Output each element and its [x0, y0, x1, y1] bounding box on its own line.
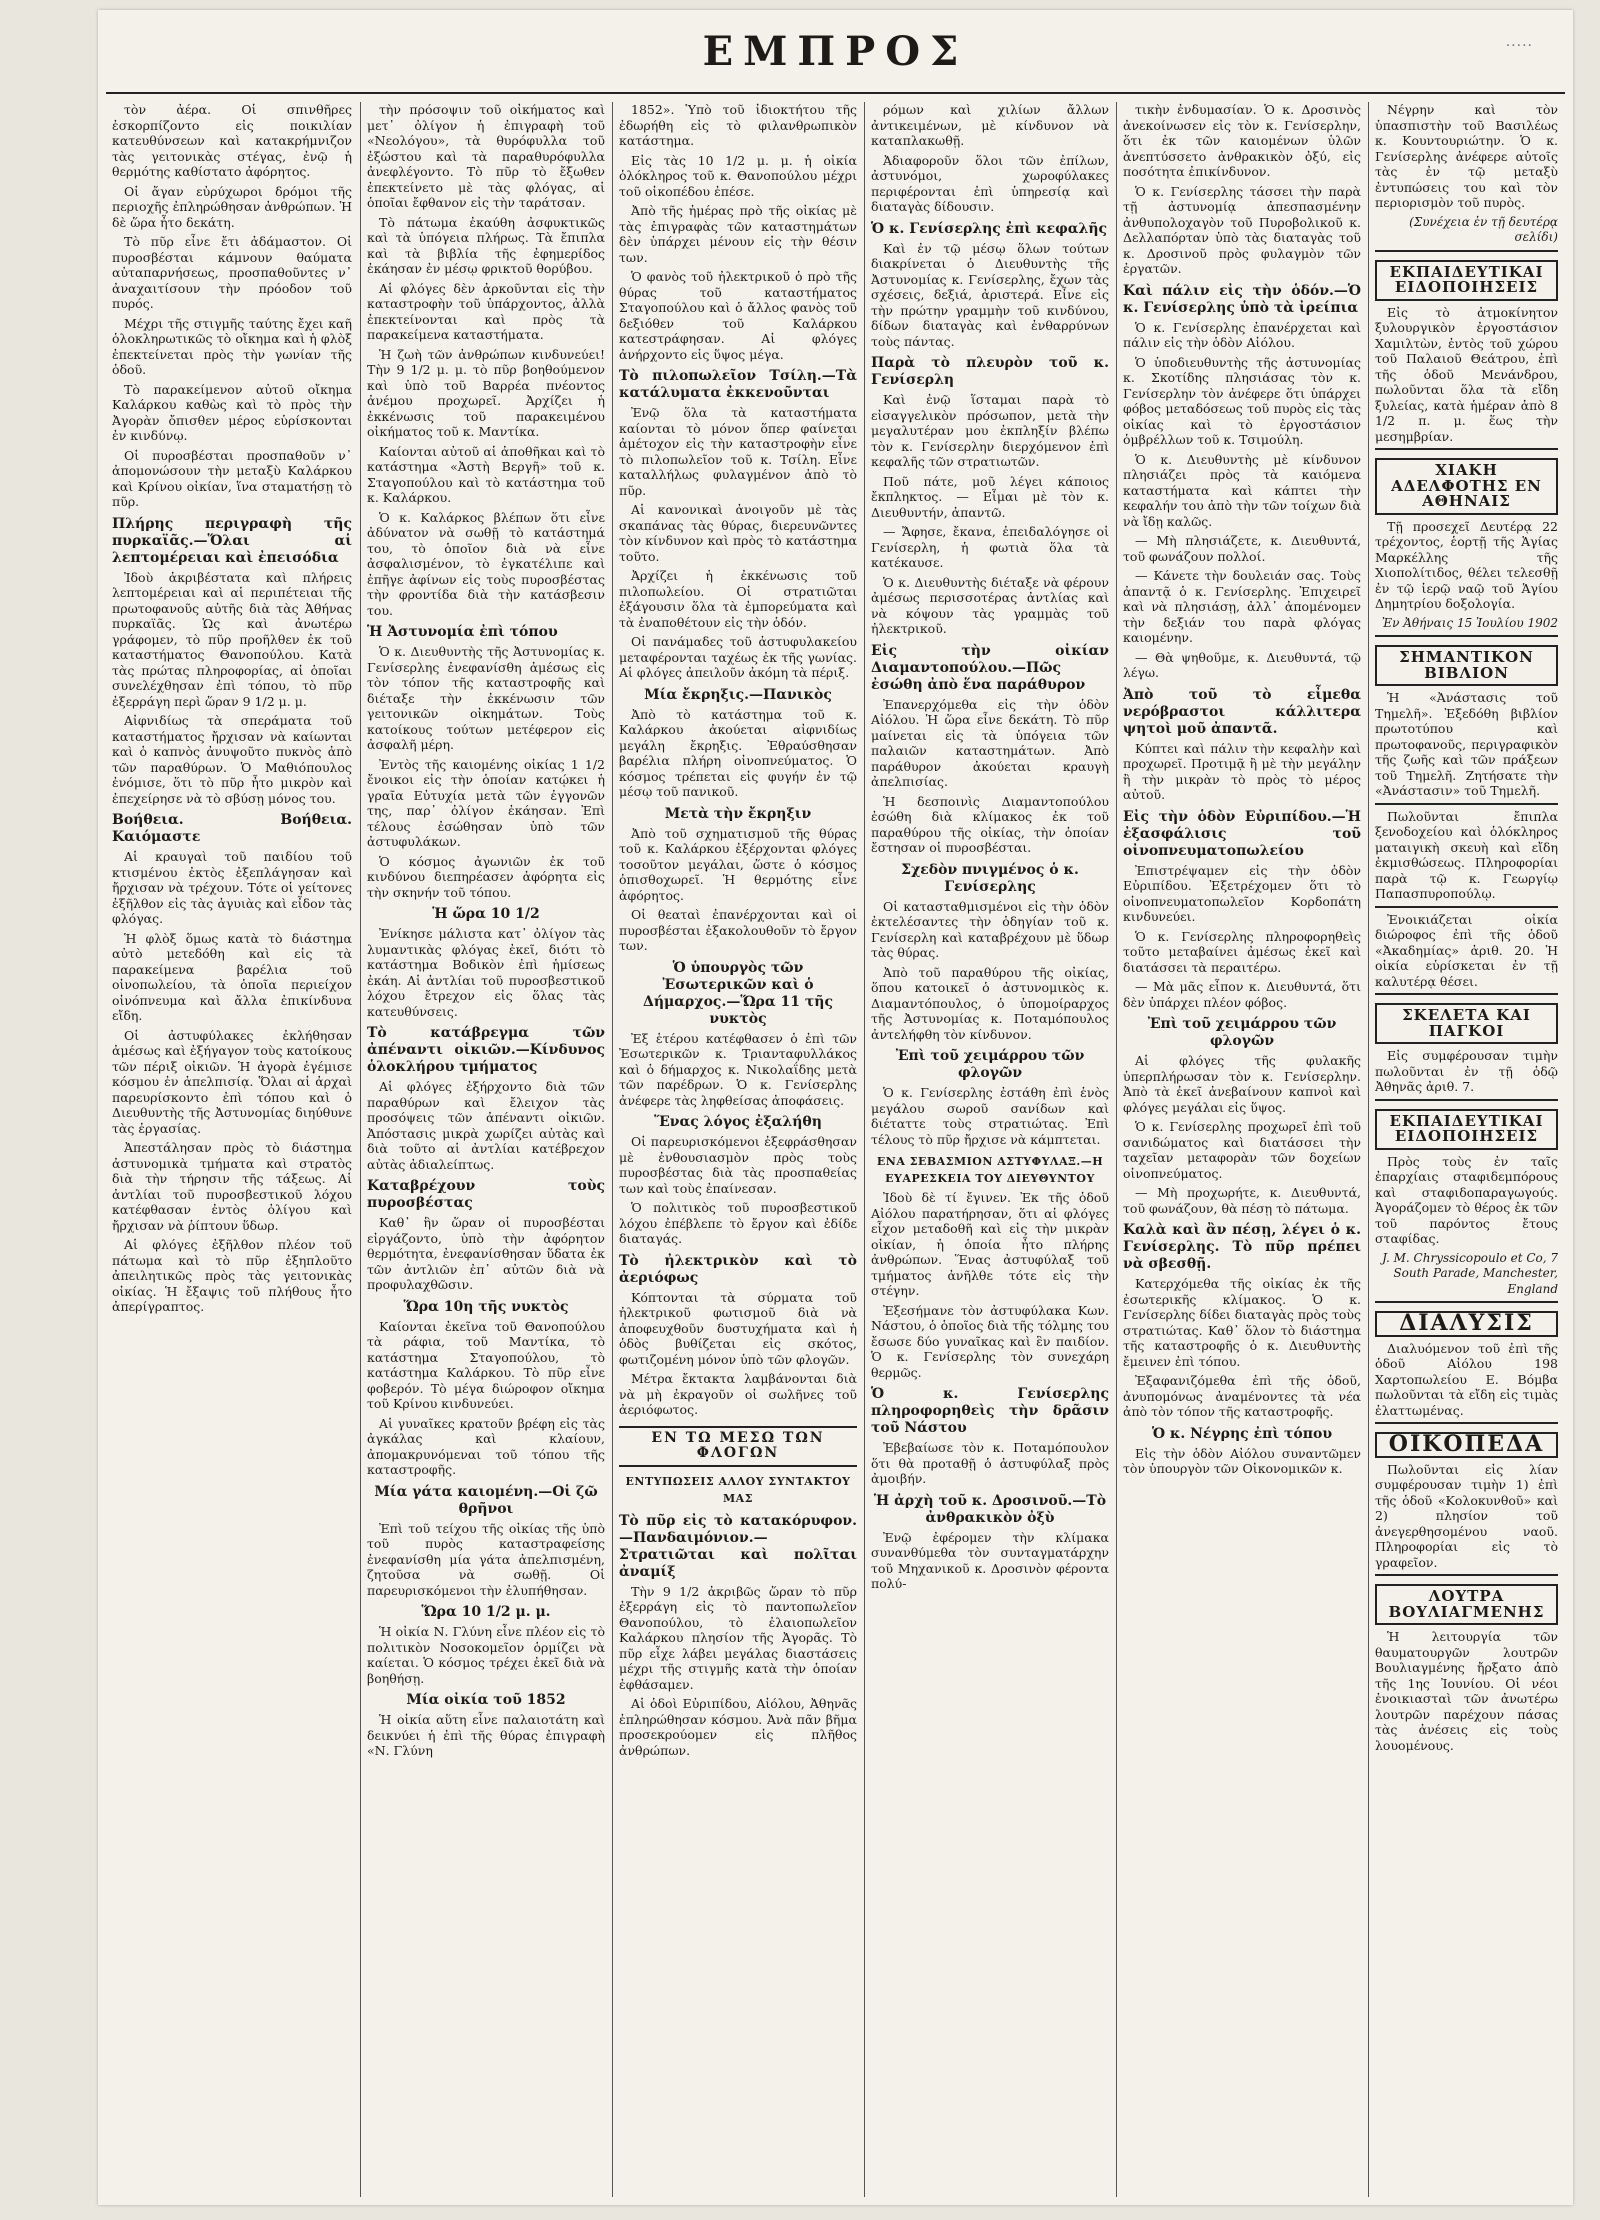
paragraph: Αἱ φλόγες τῆς φυλακῆς ὑπερπλήρωσαν τὸν κ. Γενίσερλην. Ἀπὸ τὰ ἐκεῖ ἀνεβαίνουν καπνοὶ καὶ φλόγες μεγάλαι εἰς ὕψος. [1123, 1053, 1361, 1115]
column-2 [360, 102, 611, 2197]
section-heading: Παρὰ τὸ πλευρὸν τοῦ κ. Γενίσερλη [871, 355, 1109, 388]
paragraph: Αἱ κραυγαὶ τοῦ παιδίου τοῦ κτισμένου ἐκτὸς ἐξεπλάγησαν καὶ ἤρχισαν νὰ τρέχουν. Τότε οἱ γείτονες ἐξῆλθον εἰς τὰς ἀγυιὰς καὶ εἶδον τὰς φλόγας. [112, 849, 352, 926]
section-heading: Ὥρα 10 1/2 μ. μ. [421, 1604, 551, 1620]
divider [1375, 1574, 1558, 1576]
paragraph: Οἱ κατασταθμισμένοι εἰς τὴν ὁδὸν ἐκτελέσαντες τὴν ὁδηγίαν τοῦ κ. Γενίσερλη καὶ καταβρέχουν μὲ ὕδωρ τὰς θύρας. [871, 898, 1109, 960]
notice-text: Πρὸς τοὺς ἐν ταῖς ἐπαρχίαις σταφιδεμπόρους καὶ σταφιδοπαραγωγούς. Ἀγοράζομεν τὸ θέρος ἐκ τῶν τοῦ παρόντος ἔτους σταφίδας. [1375, 1153, 1558, 1246]
paragraph: Τὸ παρακείμενον αὐτοῦ οἴκημα Καλάρκου καθὼς καὶ τὸ πρὸς τὴν Ἀγορὰν ὄπισθεν μέρος εὑρίσκονται ἐν κινδύνῳ. [112, 381, 352, 443]
paragraph: Ἀπὸ τὸ κατάστημα τοῦ κ. Καλάρκου ἀκούεται αἰφνιδίως μεγάλη ἔκρηξις. Ἐθραύσθησαν βαρέλια πλήρη οἰνοπνεύματος. Ὁ κόσμος τρέπεται εἰς φυγήν ἐν τῷ μέσῳ τοῦ πανικοῦ. [619, 706, 857, 799]
paragraph: — Ἄφησε, ἔκανα, ἐπειδαλόγησε οἱ Γενίσερλη, ἡ φωτιὰ ὅλα τὰ κατέκαυσε. [871, 524, 1109, 570]
paragraph: Κατερχόμεθα τῆς οἰκίας ἐκ τῆς ἐσωτερικῆς κλίμακος. Ὁ κ. Γενίσερλης δίδει διαταγὰς πρὸς τοὺς στρατιώτας. Καθ᾿ ὅλον τὸ διάστημα τῆς καταστροφῆς ὁ κ. Διευθυντὴς ἔμεινεν ἐπὶ τόπου. [1123, 1276, 1361, 1369]
paragraph: — Μὰ μᾶς εἶπον κ. Διευθυντά, ὅτι δὲν ὑπάρχει πλέον φόβος. [1123, 979, 1361, 1010]
paragraph: Καθ᾿ ἣν ὥραν οἱ πυροσβέσται εἰργάζοντο, ὑπὸ τὴν ἀφόρητον θερμότητα, ἐνεφανίσθησαν ὕδατα ἐκ τῶν ἀντλιῶν ἐπ᾿ αὐτῶν διὰ νὰ προφυλαχθῶσιν. [367, 1215, 605, 1292]
paragraph: Ὁ κ. Διευθυντὴς διέταξε νὰ φέρουν ἀμέσως περισσοτέρας ἀντλίας καὶ νὰ κόψουν τὰς γραμμὰς τοῦ ἠλεκτρικοῦ. [871, 574, 1109, 636]
paragraph: Ἀπὸ τοῦ παραθύρου τῆς οἰκίας, ὅπου κατοικεῖ ὁ ἀστυνομικὸς κ. Διαμαντόπουλος, ὁ ὑπομοίραρχος τῆς Ἀστυνομίας κ. Ποταμόπουλος ἀντελήφθη τὸν κίνδυνον. [871, 964, 1109, 1042]
section-heading: Ἐπὶ τοῦ χειμάρρου τῶν φλογῶν [895, 1048, 1085, 1081]
section-heading: Ὁ κ. Γενίσερλης πληροφορηθεὶς τὴν δρᾶσιν τοῦ Νάστου [871, 1386, 1109, 1436]
paragraph: Αἱ φλόγες ἐξήρχοντο διὰ τῶν παραθύρων καὶ ἔλειχον τὰς προσόψεις τῶν ἀπέναντι οἰκιῶν. Ἀπόστασις μικρὰ χωρίζει αὐτὰς καὶ διὰ τοῦτο αἱ ἀντλίαι κατέβρεχον αὐτὰς ἀδιαλείπτως. [367, 1079, 605, 1172]
section-heading: Μία γάτα καιομένη.—Οἱ ζῶ θρῆνοι [374, 1483, 598, 1517]
section-heading: Ἀπὸ τοῦ τὸ εἶμεθα νερόβραστοι κάλλιτερα ψητοὶ μοῦ ἀπαντᾶ. [1123, 686, 1361, 737]
notice-heading: ΟΙΚΟΠΕΔΑ [1375, 1432, 1558, 1458]
paragraph: Ἐπανερχόμεθα εἰς τὴν ὁδὸν Αἰόλου. Ἡ ὥρα εἶνε δεκάτη. Τὸ πῦρ μαίνεται εἰς τὰ ὑπόγεια τῶν παλαιῶν καταστημάτων. Ἀπὸ παράθυρον ἀκούεται κραυγὴ ἀπελπισίας. [871, 696, 1109, 789]
paragraph: ρόμων καὶ χιλίων ἄλλων ἀντικειμένων, μὲ κίνδυνον νὰ καταπλακωθῇ. [871, 102, 1109, 148]
notice-heading: ΧΙΑΚΗ ΑΔΕΛΦΟΤΗΣ ΕΝ ΑΘΗΝΑΙΣ [1375, 458, 1558, 515]
columns [106, 102, 1565, 2197]
paragraph: Ὁ κ. Γενίσερλης ἐπανέρχεται καὶ πάλιν εἰς τὴν ὁδὸν Αἰόλου. [1123, 319, 1361, 350]
paragraph: Ὁ κ. Γενίσερλης πληροφορηθεὶς τοῦτο μεταβαίνει ἀμέσως ἐκεῖ καὶ διατάσσει τὰ περαιτέρω. [1123, 928, 1361, 975]
paragraph: Ἐπὶ τοῦ τείχου τῆς οἰκίας τῆς ὑπὸ τοῦ πυρὸς καταστραφείσης ἐνεφανίσθη μία γάτα ἀπελπισμένη, ζητοῦσα νὰ σωθῇ. Οἱ παρευρισκόμενοι τὴν ἐλυπήθησαν. [367, 1520, 605, 1598]
section-heading: Ἡ Ἀστυνομία ἐπὶ τόπου [367, 624, 558, 640]
section-heading: Εἰς τὴν ὁδὸν Εὐριπίδου.—Ἡ ἐξασφάλισις τοῦ οἰνοπνευματοπωλείου [1123, 808, 1361, 859]
notice-text: Εἰς συμφέρουσαν τιμὴν πωλοῦνται ἐν τῇ ὁδῷ Ἀθηνᾶς ἀριθ. 7. [1375, 1048, 1558, 1094]
paragraph: — Κάνετε τὴν δουλειάν σας. Τοὺς ἀπαντᾷ ὁ κ. Γενίσερλης. Ἐπιχειρεῖ καὶ νὰ πλησιάσῃ, ἀλλ᾿ ἀπομένομεν τὴν δεξιάν του παρὰ φλόγας καιομένην. [1123, 568, 1361, 645]
paragraph: Καὶ ἐν τῷ μέσῳ ὅλων τούτων διακρίνεται ὁ Διευθυντὴς τῆς Ἀστυνομίας κ. Γενίσερλης, ἔχων τὰς σχέσεις, δεξιά, ἀριστερά. Εἶνε εἰς τὴν πρώτην γραμμὴν τοῦ κινδύνου, δίδων διαταγὰς καὶ ἐνθαρρύνων τοὺς πάντας. [871, 240, 1109, 349]
section-heading: Τὸ πῦρ εἰς τὸ κατακόρυφον.—Πανδαιμόνιον.—Στρατιῶται καὶ πολῖται ἀναμίξ [619, 1512, 857, 1580]
paragraph: Αἱ κανονικαὶ ἀνοιγοῦν μὲ τὰς σκαπάνας τὰς θύρας, διερευνῶντες τὸν κίνδυνον καὶ πρὸς τὸ κατάστημα τοῦτο. [619, 502, 857, 564]
paragraph: Κύπτει καὶ πάλιν τὴν κεφαλὴν καὶ προχωρεῖ. Προτιμᾷ ἢ μὲ τὴν μεγάλην ἢ τὴν μικρὰν τὸ πρὸς τὸ μέρος αὐτοῦ. [1123, 740, 1361, 802]
masthead [98, 10, 1573, 100]
divider [1375, 803, 1558, 805]
section-heading: Τὸ ἠλεκτρικὸν καὶ τὸ ἀεριόφως [619, 1252, 857, 1286]
column-3 [612, 102, 863, 2197]
paragraph: Καίονται αὐτοῦ αἱ ἀποθῆκαι καὶ τὸ κατάστημα «Ἀστὴ Βεργῆ» τοῦ κ. Σταγοπούλου καὶ τὸ κατάστημα τοῦ κ. Καλάρκου. [367, 443, 605, 505]
paragraph: Ὁ ὑποδιευθυντὴς τῆς ἀστυνομίας κ. Σκοτίδης πλησιάσας τὸν κ. Γενίσερλην τὸν ἀνέφερε ὅτι ὑπάρχει φόβος μεταδόσεως τοῦ πυρὸς εἰς τὰς οἰκίας καὶ τὸ ἐργοστάσιον ὁμβρέλλων τοῦ κ. Τσιμούλη. [1123, 354, 1361, 447]
paragraph: Οἱ πανάμαδες τοῦ ἀστυφυλακείου μεταφέρονται ταχέως ἐκ τῆς γωνίας. Αἱ φλόγες ἀπειλοῦν ἀκόμη τὰ πέριξ. [619, 634, 857, 680]
paragraph: Ποῦ πάτε, μοῦ λέγει κάποιος ἔκπληκτος. — Εἶμαι μὲ τὸν κ. Διευθυντήν, ἀπαντῶ. [871, 473, 1109, 520]
paragraph: — Θὰ ψηθοῦμε, κ. Διευθυντά, τῷ λέγω. [1123, 649, 1361, 680]
paragraph: Ἰδοὺ ἀκριβέστατα καὶ πλήρεις λεπτομέρειαι καὶ αἱ περιπέτειαι τῆς πρωτοφανοῦς αὐτῆς διὰ τὰς Ἀθήνας πυρκαϊᾶς. Ὡς καὶ ἀνωτέρω γράφομεν, τὸ πῦρ προῆλθεν ἐκ τοῦ καταστήματος Θανοπούλου. Κατὰ τὰς πρώτας πληροφορίας, αἱ ὁποῖαι συνελέχθησαν ἐπὶ τόπου, τὸ πῦρ ἐξερράγη περὶ ὥραν 9 1/2 μ. μ. [112, 569, 352, 709]
column-4 [864, 102, 1115, 2197]
paragraph: Ἐξαφανιζόμεθα ἐπὶ τῆς ὁδοῦ, ἀνυπομόνως ἀναμένοντες τὰ νέα ἀπὸ τὸν τόπον τῆς καταστροφῆς. [1123, 1373, 1361, 1419]
paragraph: Οἱ θεαταὶ ἐπανέρχονται καὶ οἱ πυροσβέσται ἐξακολουθοῦν τὸ ἔργον των. [619, 907, 857, 953]
divider [1375, 1422, 1558, 1424]
paragraph: Ἐπιστρέψαμεν εἰς τὴν ὁδὸν Εὐριπίδου. Ἐξετρέχομεν ὅτι τὸ οἰνοπνευματοπωλεῖον Κορδοπάτη κινδυνεύει. [1123, 862, 1361, 924]
section-heading: Καλὰ καὶ ἂν πέσῃ, λέγει ὁ κ. Γενίσερλης. Τὸ πῦρ πρέπει νὰ σβεσθῇ. [1123, 1222, 1361, 1272]
section-heading: Ὥρα 10η τῆς νυκτὸς [403, 1298, 569, 1315]
section-heading: Σχεδὸν πνιγμένος ὁ κ. Γενίσερλης [901, 861, 1079, 895]
paragraph: Ἡ οἰκία Ν. Γλύνη εἶνε πλέον εἰς τὸ πολιτικὸν Νοσοκομεῖον ὁρμίζει νὰ καίεται. Ὁ κόσμος τρέχει ἐκεῖ διὰ νὰ βοηθήσῃ. [367, 1624, 605, 1686]
section-heading: ΕΝΑ ΣΕΒΑΣΜΙΟΝ ΑΣΤΥΦΥΛΑΞ.—Η ΕΥΑΡΕΣΚΕΙΑ ΤΟΥ ΔΙΕΥΘΥΝΤΟΥ [876, 1155, 1104, 1185]
section-heading: Καὶ πάλιν εἰς τὴν ὁδόν.—Ὁ κ. Γενίσερλης ὑπὸ τὰ ἰρείπια [1123, 282, 1361, 316]
paragraph: 1852». Ὑπὸ τοῦ ἰδιοκτήτου τῆς ἐδωρήθη εἰς τὸ φιλανθρωπικὸν κατάστημα. [619, 102, 857, 148]
paragraph: Ὁ κ. Γενίσερλης τάσσει τὴν παρὰ τῇ ἀστυνομίᾳ ἀπεσπασμένην ἀνθυπολοχαγὸν τοῦ Πυροβολικοῦ κ. Δελλαπόρταν ὑπὸ τὰς διαταγὰς τοῦ κ. Δροσινοῦ πρὸς φυλαγμὸν τῶν ἐργατῶν. [1123, 183, 1361, 276]
paragraph: Ἀπεστάλησαν πρὸς τὸ διάστημα ἀστυνομικὰ τμήματα καὶ στρατὸς διὰ τὴν τήρησιν τῆς τάξεως. Αἱ ἀντλίαι τοῦ πυροσβεστικοῦ λόχου κατέφθασαν ἐντὸς ὀλίγου καὶ ἤρχισαν νὰ ῥίπτουν ὕδωρ. [112, 1140, 352, 1233]
paragraph: Ἐντὸς τῆς καιομένης οἰκίας 1 1/2 ἔνοικοι εἰς τὴν ὁποίαν κατῴκει ἡ γραῖα Εὐτυχία μετὰ τῶν ἐγγονῶν της, παρ᾿ ὀλίγον ἐκάησαν. Ἐπὶ τέλους ἐσώθησαν ὑπὸ τῶν ἀστυφυλάκων. [367, 756, 605, 849]
paragraph: — Μὴ πλησιάζετε, κ. Διευθυντά, τοῦ φωνάζουν πολλοί. [1123, 533, 1361, 564]
paragraph: Νέγρην καὶ τὸν ὑπασπιστὴν τοῦ Βασιλέως κ. Κουντουριώτην. Ὁ κ. Γενίσερλης ἀνέφερε αὐτοῖς τὰς ἐν τῷ μεταξὺ ἐντυπώσεις του καὶ τὸν περιορισμὸν τοῦ πυρὸς. [1375, 102, 1558, 210]
paragraph: Ἐξεσήμανε τὸν ἀστυφύλακα Κων. Νάστου, ὁ ὁποῖος διὰ τῆς τόλμης του ἔσωσε δύο γυναῖκας καὶ ἓν παιδίον. Ὁ κ. Γενίσερλης τὸν συνεχάρη θερμῶς. [871, 1302, 1109, 1380]
notice-text: Πωλοῦνται εἰς λίαν συμφέρουσαν τιμὴν 1) ἐπὶ τῆς ὁδοῦ «Κολοκυνθοῦ» καὶ 2) πλησίον τοῦ ἀνεγερθησομένου ναοῦ. Πληροφορίαι εἰς τὸ γραφεῖον. [1375, 1461, 1558, 1570]
notice-text: Τῇ προσεχεῖ Δευτέρᾳ 22 τρέχοντος, ἑορτῇ τῆς Ἁγίας Μαρκέλλης τῆς Χιοπολίτιδος, θέλει τελεσθῇ ἐν τῷ ἱερῷ ναῷ τοῦ Ἁγίου Δημητρίου δοξολογία. [1375, 518, 1558, 611]
paragraph: Αἱ ὁδοὶ Εὐριπίδου, Αἰόλου, Ἀθηνᾶς ἐπληρώθησαν κόσμου. Ἀνὰ πᾶν βῆμα προσεκρούομεν εἰς πλῆθος ἀνθρώπων. [619, 1696, 857, 1758]
section-heading: Μετὰ τὴν ἔκρηξιν [664, 805, 812, 822]
paragraph: Ἀπὸ τῆς ἡμέρας πρὸ τῆς οἰκίας μὲ τὰς ἐπιγραφὰς τῶν καταστημάτων δὲν ὑπάρχει μένουν εἰς τὴν θέσιν των. [619, 203, 857, 265]
paragraph: Οἱ πυροσβέσται προσπαθοῦν ν᾿ ἀπομονώσουν τὴν μεταξὺ Καλάρκου καὶ Κρίνου οἰκίαν, ἵνα σταματήσῃ τὸ πῦρ. [112, 447, 352, 509]
section-heading: Ἡ ὥρα 10 1/2 [432, 906, 540, 922]
paragraph: Ὁ κόσμος ἀγωνιῶν ἐκ τοῦ κινδύνου διεπηρέασεν ἀφόρητα εἰς τὴν σκηνήν τοῦ τόπου. [367, 853, 605, 900]
column-6-notices [1368, 102, 1564, 2197]
section-banner: ΕΝ ΤΩ ΜΕΣΩ ΤΩΝ ΦΛΟΓΩΝ [619, 1426, 857, 1467]
paragraph: Ἐνῷ ἐφέρομεν τὴν κλίμακα συνανθύμεθα τὸν συνταγματάρχην τοῦ Μηχανικοῦ κ. Δροσινὸν φέροντα πολύ- [871, 1529, 1109, 1591]
notice-heading: ΣΚΕΛΕΤΑ ΚΑΙ ΠΑΓΚΟΙ [1375, 1003, 1558, 1044]
notice-heading: ΣΗΜΑΝΤΙΚΟΝ ΒΙΒΛΙΟΝ [1375, 645, 1558, 686]
paragraph: Αἱ φλόγες ἐξῆλθον πλέον τοῦ πάτωμα καὶ τὸ πῦρ ἐξηπλοῦτο ἀπειλητικῶς πρὸς τὰς γειτονικὰς οἰκίας. Ἡ ἔξαψις τοῦ πλήθους ἦτο ἀπερίγραπτος. [112, 1237, 352, 1314]
section-heading: Ἕνας λόγος ἐξαλήθη [654, 1114, 822, 1130]
section-heading: Μία ἔκρηξις.—Πανικὸς [644, 686, 832, 703]
divider [1375, 906, 1558, 908]
paragraph: Ἀδιαφοροῦν ὅλοι τῶν ἐπίλων, ἀστυνόμοι, χωροφύλακες περιφέρονται ἐπὶ ὑπηρεσίᾳ καὶ διαταγὰς δίδουσιν. [871, 152, 1109, 214]
section-subheading: ΕΝΤΥΠΩΣΕΙΣ ΑΛΛΟΥ ΣΥΝΤΑΚΤΟΥ ΜΑΣ [625, 1474, 851, 1505]
paragraph: Ὁ κ. Διευθυντὴς μὲ κίνδυνον πλησιάζει πρὸς τὰ καιόμενα καταστήματα καὶ κάπτει τὴν κεφαλήν του ἀπὸ τὴν τῶν τοίχων διὰ νὰ ἴδῃ καλῶς. [1123, 451, 1361, 529]
notice-text: Διαλυόμενον τοῦ ἐπὶ τῆς ὁδοῦ Αἰόλου 198 Χαρτοπωλείου Ε. Βόμβα πωλοῦνται τὰ εἴδη εἰς τιμὰς ἐλαττωμένας. [1375, 1340, 1558, 1418]
notice-date: Ἐν Ἀθήναις 15 Ἰουλίου 1902 [1381, 615, 1558, 630]
divider [1375, 1099, 1558, 1101]
paragraph: Τὴν 9 1/2 ἀκριβῶς ὥραν τὸ πῦρ ἐξερράγη εἰς τὸ παντοπωλεῖον Θανοπούλου, τὸ ἐλαιοπωλεῖον Καλάρκου πλησίον τῆς Ἀγορᾶς. Τὸ πῦρ εἶχε λάβει μεγάλας διαστάσεις μέχρι τῆς στιγμῆς κατὰ τὴν ὁποίαν ἐφθάσαμεν. [619, 1583, 857, 1692]
paragraph: τὸν ἀέρα. Οἱ σπινθῆρες ἐσκορπίζοντο εἰς ποικιλίαν κατευθύνσεων καὶ κατακρήμνιζον τὰς γειτονικὰς στέγας, ἐνῷ ἡ θερμότης καθίστατο ἀφόρητος. [112, 102, 352, 179]
paragraph: Ἀρχίζει ἡ ἐκκένωσις τοῦ πιλοπωλείου. Οἱ στρατιῶται ἐξάγουσιν ὅλα τὰ ἐμπορεύματα καὶ τὰ ἐναποθέτουν εἰς τὴν ὁδόν. [619, 568, 857, 630]
column-5 [1116, 102, 1367, 2197]
column-1 [106, 102, 358, 2197]
divider [1375, 250, 1558, 252]
section-heading: Τὸ κατάβρεγμα τῶν ἀπέναντι οἰκιῶν.—Κίνδυνος ὁλοκλήρου τμήματος [367, 1025, 605, 1075]
section-heading: Πλήρης περιγραφὴ τῆς πυρκαϊᾶς.—Ὅλαι αἱ λεπτομέρειαι καὶ ἐπεισόδια [112, 515, 352, 566]
corner-scribble: ····· [1505, 38, 1533, 54]
divider [1375, 993, 1558, 995]
paragraph: Ἰδοὺ δὲ τί ἔγινεν. Ἐκ τῆς ὁδοῦ Αἰόλου παρατήρησαν, ὅτι αἱ φλόγες εἶχον μεταδοθῆ καὶ εἰς τὴν μικρὰν οἰκίαν, ἡ ὁποία ἦτο πλήρης ἀνθρώπων. Ἕνας ἀστυφύλαξ τοῦ τμήματος ἀνῆλθε τότε εἰς τὴν στέγην. [871, 1190, 1109, 1298]
section-heading: Μία οἰκία τοῦ 1852 [406, 1692, 566, 1708]
divider [1375, 635, 1558, 637]
paragraph: Ἐξ ἑτέρου κατέφθασεν ὁ ἐπὶ τῶν Ἐσωτερικῶν κ. Τριανταφυλλάκος καὶ ὁ δήμαρχος κ. Νικολαΐδης μετὰ τῶν παρέδρων. Ὁ κ. Γενίσερλης ἀνέφερε τὰς ληφθείσας ἀποφάσεις. [619, 1030, 857, 1108]
paragraph: Ἡ φλὸξ ὅμως κατὰ τὸ διάστημα αὐτὸ μετεδόθη καὶ εἰς τὰ παρακείμενα βαρέλια τοῦ οἰνοπωλείου, τὰ ὁποῖα περιείχον οἰνόπνευμα καὶ ἄλλα ἐπικίνδυνα εἴδη. [112, 930, 352, 1023]
notice-text: Εἰς τὸ ἀτμοκίνητον ξυλουργικὸν ἐργοστάσιον Χαμιλτὼν, ἐντὸς τοῦ χώρου τοῦ Παλαιοῦ Θεάτρου, ἐπὶ τῆς ὁδοῦ Μενάνδρου, πωλοῦνται ὅλα τὰ εἴδη ξυλείας, κατὰ ἡμέραν ἀπὸ 8 1/2 π. μ. ἕως τὴν μεσημβρίαν. [1375, 304, 1558, 444]
paragraph: Ἡ δεσποινὶς Διαμαντοπούλου ἐσώθη διὰ κλίμακος ἐκ τοῦ παραθύρου τῆς οἰκίας, τὴν ὁποίαν ἔστησαν οἱ πυροσβέσται. [871, 793, 1109, 855]
paragraph: Ἐβεβαίωσε τὸν κ. Ποταμόπουλον ὅτι θὰ προταθῇ ὁ ἀστυφύλαξ πρὸς ἀμοιβήν. [871, 1440, 1109, 1486]
paragraph: Ὁ πολιτικὸς τοῦ πυροσβεστικοῦ λόχου ἐπέβλεπε τὸ ἔργον καὶ ἐδίδε διαταγάς. [619, 1200, 857, 1246]
section-heading: Ὁ κ. Γενίσερλης ἐπὶ κεφαλῆς [871, 220, 1108, 237]
notice-address: J. M. Chryssicopoulo et Co, 7 South Parade, Manchester, England [1382, 1250, 1558, 1296]
paragraph: Ἡ ζωὴ τῶν ἀνθρώπων κινδυνεύει! Τὴν 9 1/2 μ. μ. τὸ πῦρ βοηθούμενον καὶ ὑπὸ τοῦ Βαρρέα πνέοντος ἀνέμου προχωρεῖ. Ἀρχίζει ἡ ἐκκένωσις τοῦ παρακειμένου οἰκήματος τοῦ κ. Μαντίκα. [367, 346, 605, 439]
notice-text: Ἐνοικιάζεται οἰκία διώροφος ἐπὶ τῆς ὁδοῦ «Ἀκαδημίας» ἀριθ. 20. Ἡ οἰκία εὑρίσκεται ἐν τῇ καλυτέρᾳ θέσει. [1375, 911, 1558, 989]
paragraph: Τὸ πάτωμα ἐκαύθη ἀσφυκτικῶς καὶ τὰ ὑπόγεια πλήρως. Τὰ ἔπιπλα καὶ τὰ βιβλία τῆς ἐφημερίδος ἐκάησαν ἐν μέσῳ φρικτοῦ θορύβου. [367, 214, 605, 276]
paragraph: Ὁ κ. Γενίσερλης προχωρεῖ ἐπὶ τοῦ σανιδώματος καὶ διατάσσει τὴν ταχεῖαν μεταφορὰν τῶν δοχείων οἰνοπνεύματος. [1123, 1119, 1361, 1181]
paragraph: Οἱ ἄγαν εὐρύχωροι δρόμοι τῆς περιοχῆς ἐπληρώθησαν ἀνθρώπων. Ἡ δὲ ὥρα ἦτο δεκάτη. [112, 183, 352, 230]
newspaper-title: ΕΜΠΡΟΣ [702, 28, 969, 75]
paragraph: Ὁ κ. Γενίσερλης ἐστάθη ἐπὶ ἑνὸς μεγάλου σωροῦ σανίδων καὶ διέταττε τοὺς στρατιώτας. Ἐπὶ τέλους τὸ πῦρ ἤρχισε νὰ κάμπτεται. [871, 1085, 1109, 1147]
notice-heading: ΔΙΑΛΥΣΙΣ [1375, 1311, 1558, 1337]
paragraph: Καὶ ἐνῷ ἵσταμαι παρὰ τὸ εἰσαγγελικὸν πρόσωπον, μετὰ τὴν μεγαλυτέραν μου ἐκπληξίν βλέπω τὸν κ. Γενίσερλην διερχόμενον ἐπὶ κεφαλῆς τῶν στρατιωτῶν. [871, 392, 1109, 469]
section-heading: Ἐπὶ τοῦ χειμάρρου τῶν φλογῶν [1147, 1016, 1337, 1049]
paragraph: — Μὴ προχωρήτε, κ. Διευθυντά, τοῦ φωνάζουν, θὰ πέσῃ τὸ πάτωμα. [1123, 1185, 1361, 1216]
notice-text: Ἡ λειτουργία τῶν θαυματουργῶν λουτρῶν Βουλιαγμένης ἤρξατο ἀπὸ τῆς 1ης Ἰουνίου. Οἱ νέοι ἐνοικιασταὶ τῶν ἀνωτέρω λουτρῶν παρέχουν πάσας τὰς ἀνέσεις εἰς τοὺς λουομένους. [1375, 1629, 1558, 1753]
section-heading: Ὁ κ. Νέγρης ἐπὶ τόπου [1151, 1425, 1333, 1442]
section-heading: Εἰς τὴν οἰκίαν Διαμαντοπούλου.—Πῶς ἐσώθη ἀπὸ ἕνα παράθυρον [871, 642, 1109, 693]
paragraph: Εἰς τὴν ὁδὸν Αἰόλου συναντῶμεν τὸν ὑπουργὸν τῶν Οἰκονομικῶν κ. [1123, 1445, 1361, 1476]
paragraph: Ἐνῷ ὅλα τὰ καταστήματα καίονται τὸ μόνον ὅπερ φαίνεται ἀμέτοχον εἰς τὴν καταστροφὴν εἶνε τὸ πιλοπωλεῖον τοῦ κ. Τσίλη. Εἶνε καταλλήλως φυλαγμένον ἀπὸ τὸ πῦρ. [619, 405, 857, 498]
notice-heading: ΕΚΠΑΙΔΕΥΤΙΚΑΙ ΕΙΔΟΠΟΙΗΣΕΙΣ [1375, 1109, 1558, 1150]
paragraph: τὴν πρόσοψιν τοῦ οἰκήματος καὶ μετ᾿ ὀλίγον ἡ ἐπιγραφὴ τοῦ «Νεολόγου», τὰ θυρόφυλλα τοῦ ἐξώστου καὶ τὰ παραθυρόφυλλα ἀνεφλέγοντο. Τὸ πῦρ τὸ ἔξωθεν ἐπεκτείνετο μὲ τὰς φλόγας, αἱ ὁποῖαι ἔφθανον εἰς τὴν ταράτσαν. [367, 102, 605, 210]
paragraph: Ὁ κ. Διευθυντὴς τῆς Ἀστυνομίας κ. Γενίσερλης ἐνεφανίσθη ἀμέσως εἰς τὸν τόπον τῆς καταστροφῆς καὶ διέταξε τὴν ἐκκένωσιν τῶν γειτονικῶν οἰκημάτων. Τοὺς κατοίκους τούτων μετέφερον εἰς ἀσφαλῆ μέρη. [367, 644, 605, 752]
section-heading: Ὁ ὑπουργὸς τῶν Ἐσωτερικῶν καὶ ὁ Δήμαρχος.—Ὥρα 11 τῆς νυκτὸς [643, 959, 833, 1027]
section-heading: Καταβρέχουν τοὺς πυροσβέστας [367, 1178, 605, 1211]
paragraph: Αἱ φλόγες δὲν ἀρκοῦνται εἰς τὴν καταστροφὴν τοῦ ὑπάρχοντος, ἀλλὰ ἐπεκτείνονται καὶ πρὸς τὰ παρακείμενα καταστήματα. [367, 280, 605, 342]
paragraph: Ὁ φανὸς τοῦ ἠλεκτρικοῦ ὁ πρὸ τῆς θύρας τοῦ καταστήματος Σταγοπούλου καὶ ὁ ἄλλος φανὸς τοῦ δεξιόθεν τοῦ Καλάρκου κατεστράφησαν. Αἱ φλόγες ἀνήρχοντο εἰς ὕψος μέγα. [619, 269, 857, 362]
divider [1375, 1301, 1558, 1303]
paragraph: Ὁ κ. Καλάρκος βλέπων ὅτι εἶνε ἀδύνατον νὰ σωθῇ τὸ κατάστημά του, τὸ ὁποῖον διὰ νὰ εἶνε ἀσφαλισμένον, τὸ ἐγκατέλιπε καὶ ἐπῆγε ἀφίνων εἰς τοὺς πυροσβέστας τὴν φροντίδα διὰ τὴν κατάσβεσιν του. [367, 509, 605, 618]
paragraph: Καίονται ἐκεῖνα τοῦ Θανοπούλου τὰ ράφια, τοῦ Μαντίκα, τὸ κατάστημα Σταγοπούλου, τὸ κατάστημα Καλάρκου. Τὸ πῦρ εἶνε φοβερόν. Τὸ μέγα διώροφον οἴκημα τοῦ Κρίνου κινδυνεύει. [367, 1318, 605, 1411]
paragraph: Οἱ παρευρισκόμενοι ἐξεφράσθησαν μὲ ἐνθουσιασμὸν πρὸς τοὺς πυροσβέστας διὰ τὰς προσπαθείας των καὶ τοὺς ἐπαίνεσαν. [619, 1134, 857, 1196]
paragraph: Τὸ πῦρ εἶνε ἔτι ἀδάμαστον. Οἱ πυροσβέσται κάμνουν θαύματα αὐταπαρνήσεως, προσπαθοῦντες ν᾿ ἀναχαιτίσουν τὴν πρόοδον τοῦ πυρός. [112, 234, 352, 311]
paragraph: Ἀπὸ τοῦ σχηματισμοῦ τῆς θύρας τοῦ κ. Καλάρκου ἐξέρχονται φλόγες τοσοῦτον μεγάλαι, ὥστε ὁ κόσμος ὀπισθοχωρεῖ. Ἡ θερμότης εἶνε ἀφόρητος. [619, 825, 857, 903]
section-heading: Τὸ πιλοπωλεῖον Τσίλη.—Τὰ κατάλυματα ἐκκενοῦνται [619, 368, 857, 401]
paragraph: τικὴν ἐνδυμασίαν. Ὁ κ. Δροσινὸς ἀνεκοίνωσεν εἰς τὸν κ. Γενίσερλην, ὅτι ἐκ τῶν καιομένων ὑλῶν ἀνεπτύσσετο ἀνθρακικὸν ὀξύ, εἰς ποσότητα ἐπικίνδυνον. [1123, 102, 1361, 179]
section-heading: Ἡ ἀρχὴ τοῦ κ. Δροσινοῦ.—Τὸ ἀνθρακικὸν ὀξὺ [873, 1492, 1107, 1526]
paragraph: Κόπτονται τὰ σύρματα τοῦ ἠλεκτρικοῦ φωτισμοῦ διὰ νὰ ἀποφευχθοῦν δυστυχήματα καὶ ἡ ὁδὸς βυθίζεται εἰς σκότος, φωτιζομένη μόνον ὑπὸ τῶν φλογῶν. [619, 1289, 857, 1367]
divider [1375, 448, 1558, 450]
paragraph: Οἱ ἀστυφύλακες ἐκλήθησαν ἀμέσως καὶ ἐξήγαγον τοὺς κατοίκους τῶν πέριξ οἰκιῶν. Ἡ ἀγορὰ ἐγέμισε κόσμου ἐν ἀπελπισίᾳ. Ὅλαι αἱ ἀρχαὶ παρευρίσκοντο ἐπὶ τόπου καὶ ὁ Διευθυντὴς τῆς Ἀστυνομίας διηύθυνε τὰς ἐργασίας. [112, 1027, 352, 1136]
section-heading: Βοήθεια. Βοήθεια. Καιόμαστε [112, 812, 352, 845]
paragraph: Μέτρα ἔκτακτα λαμβάνονται διὰ νὰ μὴ ἐκραγοῦν οἱ σωλῆνες τοῦ ἀεριόφωτος. [619, 1371, 857, 1417]
paragraph: Ἡ οἰκία αὕτη εἶνε παλαιοτάτη καὶ δεικνύει ἡ ἐπὶ τῆς θύρας ἐπιγραφὴ «Ν. Γλύνη [367, 1712, 605, 1758]
notice-text: Πωλοῦνται ἔπιπλα ξενοδοχείου καὶ ὁλόκληρος ματαιγικὴ σκευὴ καὶ εἴδη ἐκμισθώσεως. Πληροφορίαι παρὰ τῷ κ. Γεωργίῳ Παπασπυροπούλῳ. [1375, 808, 1558, 901]
paragraph: Μέχρι τῆς στιγμῆς ταύτης ἔχει καῆ ὁλοκληρωτικῶς τὸ οἴκημα καὶ ἡ φλὸξ ἐπεκτείνεται πρὸς τὴν γωνίαν τῆς ὁδοῦ. [112, 315, 352, 377]
continuation-note: (Συνέχεια ἐν τῇ δευτέρᾳ σελίδι) [1409, 214, 1558, 244]
paragraph: Ἐνίκησε μάλιστα κατ᾿ ὀλίγον τὰς λυμαντικὰς φλόγας ἐκεῖ, διότι τὸ κατάστημα Βοδικὸν ἐπὶ ἡμίσεως ἐκάη. Αἱ ἀντλίαι τοῦ πυροσβεστικοῦ λόχου ἔτρεχον εἰς ὅλας τὰς κατευθύνσεις. [367, 926, 605, 1019]
notice-heading: ΛΟΥΤΡΑ ΒΟΥΛΙΑΓΜΕΝΗΣ [1375, 1584, 1558, 1625]
notice-text: Ἡ «Ἀνάστασις τοῦ Τημελῆ». Ἐξεδόθη βιβλίον πρωτοτύπου καὶ πρωτοφανοῦς, περιγραφικὸν τῆς ζωῆς καὶ τῶν πράξεων τοῦ Τημελῆ. Ζητήσατε τὴν «Ἀνάστασιν» τοῦ Τημελῆ. [1375, 690, 1558, 798]
newspaper-page [98, 10, 1573, 2205]
masthead-rule [106, 92, 1565, 94]
paragraph: Εἰς τὰς 10 1/2 μ. μ. ἡ οἰκία ὁλόκληρος τοῦ κ. Θανοπούλου μέχρι τοῦ οἰκοπέδου ἐπέσε. [619, 152, 857, 199]
notice-heading: ΕΚΠΑΙΔΕΥΤΙΚΑΙ ΕΙΔΟΠΟΙΗΣΕΙΣ [1375, 260, 1558, 301]
paragraph: Αἰφνιδίως τὰ σπεράματα τοῦ καταστήματος ἤρχισαν νὰ καίωνται καὶ ὁ καπνὸς ἀνυψοῦτο πυκνὸς ἀπὸ τῶν παραθύρων. Ὁ Μαθιόπουλος ἐνόμισε, ὅτι τὸ πῦρ ἦτο μικρὸν καὶ ἐπεχείρησε νὰ τὸ σβύσῃ μόνος του. [112, 713, 352, 806]
paragraph: Αἱ γυναῖκες κρατοῦν βρέφη εἰς τὰς ἀγκάλας καὶ κλαίουν, ἀπομακρυνόμεναι τοῦ τόπου τῆς καταστροφῆς. [367, 1415, 605, 1477]
